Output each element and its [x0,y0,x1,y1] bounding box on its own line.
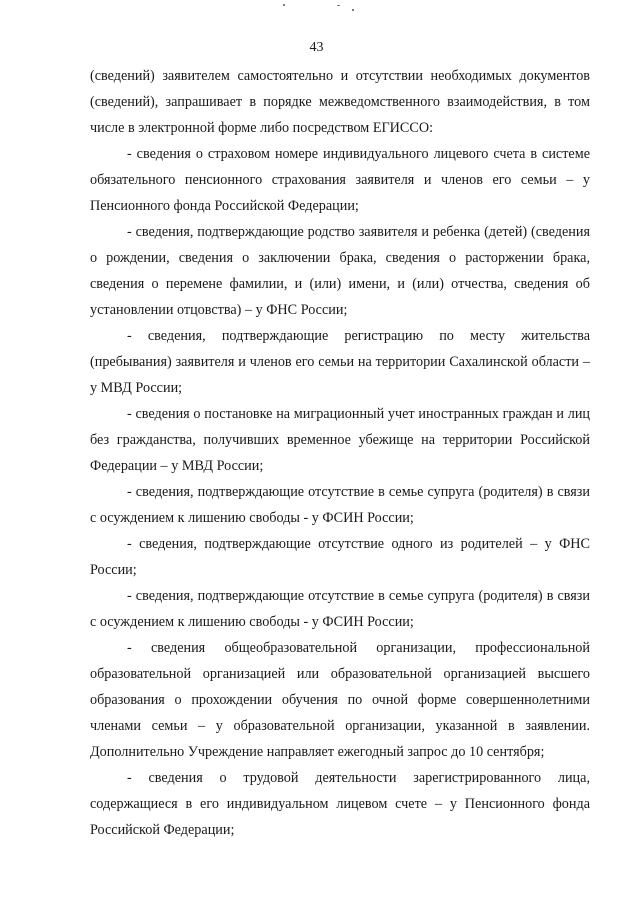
list-item: - сведения о постановке на миграционный учет иностранных граждан и лиц без гражданства, получивших временное убежище на территории Российской Федерации – у МВД России; [90,406,590,474]
page-number: 43 [309,40,324,55]
document-body [90,63,590,843]
list-item: - сведения о страховом номере индивидуального лицевого счета в системе обязательного пенсионного страхования заявителя и членов его семьи – у Пенсионного фонда Российской Федерации; [90,146,590,214]
list-item: - сведения, подтверждающие отсутствие одного из родителей – у ФНС России; [90,536,590,578]
scan-speck [283,4,285,6]
list-item: - сведения, подтверждающие родство заявителя и ребенка (детей) (сведения о рождении, сведения о заключении брака, сведения о расторжении брака, сведения о перемене фамилии, и (или) имени, и (или) отчества, сведения об установлении отцовства) – у ФНС России; [90,224,590,318]
list-item: - сведения, подтверждающие отсутствие в семье супруга (родителя) в связи с осуждением к лишению свободы - у ФСИН России; [90,588,590,630]
paragraph: (сведений) заявителем самостоятельно и отсутствии необходимых документов (сведений), запрашивает в порядке межведомственного взаимодействия, в том числе в электронной форме либо посредством ЕГИССО: [90,68,590,136]
list-item: - сведения, подтверждающие регистрацию по месту жительства (пребывания) заявителя и членов его семьи на территории Сахалинской области – у МВД России; [90,328,590,396]
list-item: - сведения общеобразовательной организации, профессиональной образовательной организацией или образовательной организацией высшего образования о прохождении обучения по очной форме совершеннолетними членами семьи – у образовательной организации, указанной в заявлении. Дополнительно Учреждение направляет ежегодный запрос до 10 сентября; [90,640,590,760]
scan-speck [352,9,354,11]
scan-speck [337,5,340,6]
list-item: - сведения, подтверждающие отсутствие в семье супруга (родителя) в связи с осуждением к лишению свободы - у ФСИН России; [90,484,590,526]
list-item: - сведения о трудовой деятельности зарегистрированного лица, содержащиеся в его индивидуальном лицевом счете – у Пенсионного фонда Российской Федерации; [90,770,590,838]
